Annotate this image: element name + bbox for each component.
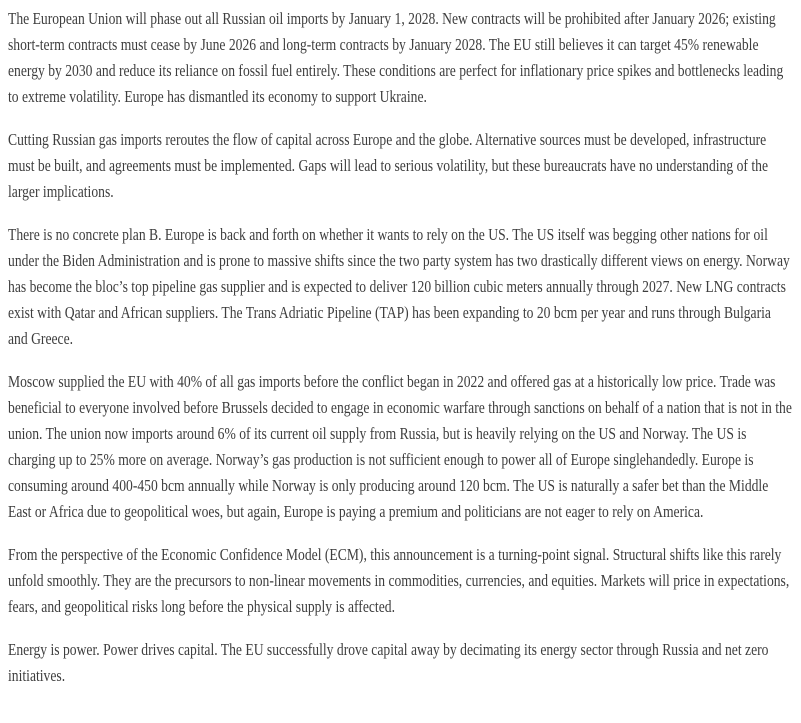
paragraph-energy-is-power: Energy is power. Power drives capital. The EU successfully drove capital away by decimating its energy sector through Russia and net zero initiatives. xyxy=(8,640,769,685)
paragraph-moscow-supply-history: Moscow supplied the EU with 40% of all gas imports before the conflict began in 2022 and offered gas at a historically low price. Trade was beneficial to everyone involved before Brussels decided to engage in economic warfare through sanctions on behalf of a nation that is not in the union. The union now imports around 6% of its current oil supply from Russia, but is heavily relying on the US and Norway. The US is charging up to 25% more on average. Norway’s gas production is not sufficient enough to power all of Europe singlehandedly. Europe is consuming around 400-450 bcm annually while Norway is only producing around 120 bcm. The US is naturally a safer bet than the Middle East or Africa due to geopolitical woes, but again, Europe is paying a premium and politicians are not eager to rely on America. xyxy=(8,372,792,521)
paragraph-gas-import-rerouting: Cutting Russian gas imports reroutes the flow of capital across Europe and the globe. Alternative sources must be developed, infrastructure must be built, and agreements must be implemented. Gaps will lead to serious volatility, but these bureaucrats have no understanding of the larger implications. xyxy=(8,130,768,201)
paragraph-no-plan-b: There is no concrete plan B. Europe is back and forth on whether it wants to rely on the US. The US itself was begging other nations for oil under the Biden Administration and is prone to massive shifts since the two party system has two drastically different views on energy. Norway has become the bloc’s top pipeline gas supplier and is expected to deliver 120 billion cubic meters annually through 2027. New LNG contracts exist with Qatar and African suppliers. The Trans Adriatic Pipeline (TAP) has been expanding to 20 bcm per year and runs through Bulgaria and Greece. xyxy=(8,225,790,348)
paragraph-ecm-perspective: From the perspective of the Economic Confidence Model (ECM), this announcement is a turning-point signal. Structural shifts like this rarely unfold smoothly. They are the precursors to non-linear movements in commodities, currencies, and equities. Markets will price in expectations, fears, and geopolitical risks long before the physical supply is affected. xyxy=(8,545,790,616)
paragraph-eu-oil-phaseout: The European Union will phase out all Russian oil imports by January 1, 2028. New contracts will be prohibited after January 2026; existing short-term contracts must cease by June 2026 and long-term contracts by January 2028. The EU still believes it can target 45% renewable energy by 2030 and reduce its reliance on fossil fuel entirely. These conditions are perfect for inflationary price spikes and bottlenecks leading to extreme volatility. Europe has dismantled its economy to support Ukraine. xyxy=(8,9,784,106)
